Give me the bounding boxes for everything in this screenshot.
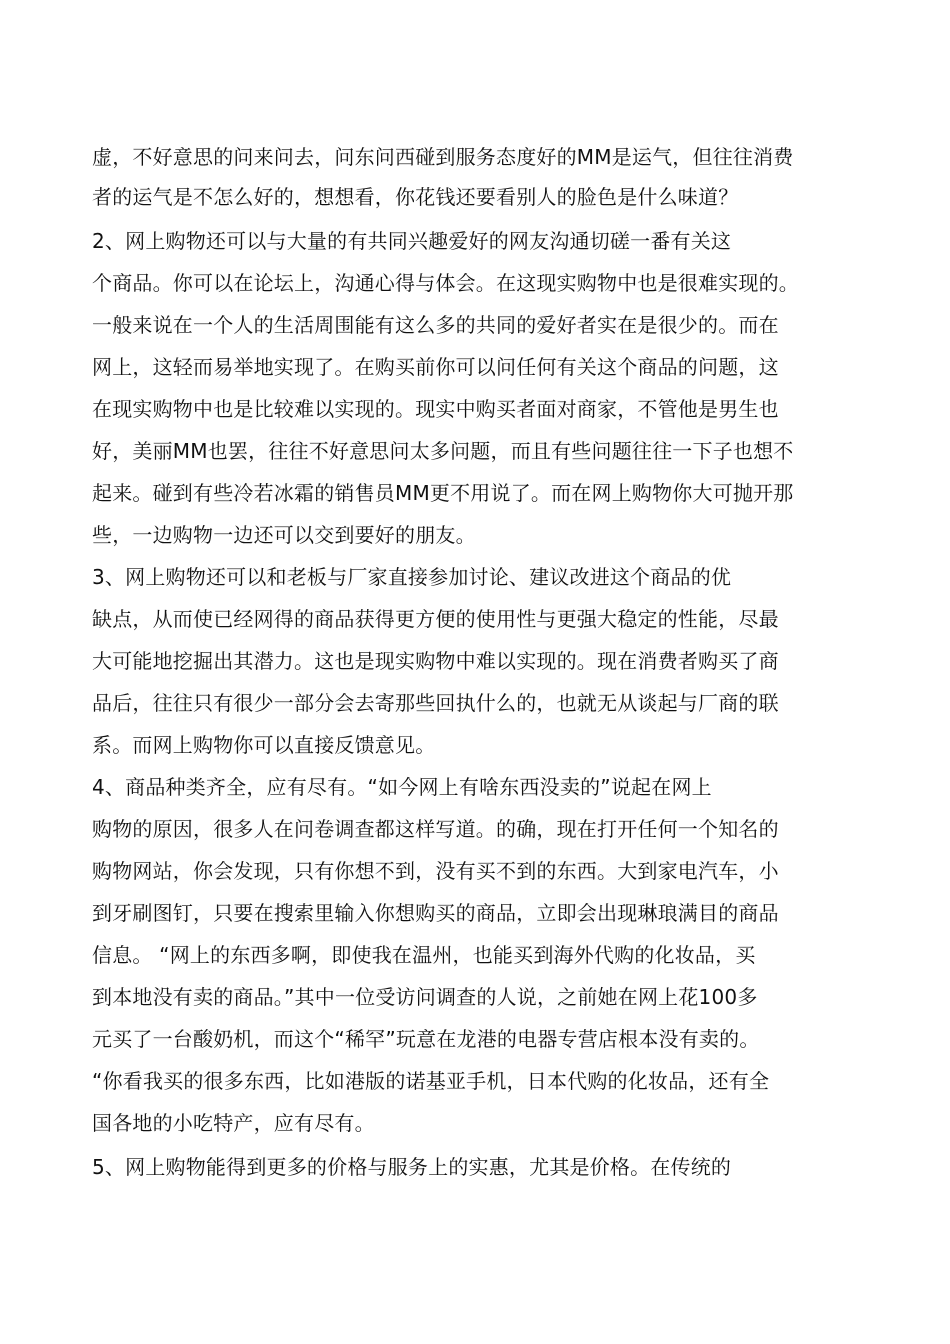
text-line: 国各地的小吃特产，应有尽有。 xyxy=(92,1111,375,1135)
text-line: 购物的原因，很多人在问卷调查都这样写道。的确，现在打开任何一个知名的 xyxy=(92,817,779,841)
text-line: 起来。碰到有些冷若冰霜的销售员MM更不用说了。而在网上购物你大可抛开那 xyxy=(92,481,794,505)
text-line: 到牙刷图钉，只要在搜索里输入你想购买的商品，立即会出现琳琅满目的商品 xyxy=(92,901,779,925)
text-line: 元买了一台酸奶机，而这个“稀罕”玩意在龙港的电器专营店根本没有卖的。 xyxy=(92,1027,760,1051)
text-line: 到本地没有卖的商品。”其中一位受访问调查的人说，之前她在网上花100多 xyxy=(92,985,758,1009)
text-line: 虚，不好意思的问来问去，问东问西碰到服务态度好的MM是运气，但往往消费 xyxy=(92,145,794,169)
text-line: 个商品。你可以在论坛上，沟通心得与体会。在这现实购物中也是很难实现的。 xyxy=(92,271,799,295)
text-line: 一般来说在一个人的生活周围能有这么多的共同的爱好者实在是很少的。而在 xyxy=(92,313,779,337)
text-line: 网上，这轻而易举地实现了。在购买前你可以问任何有关这个商品的问题，这 xyxy=(92,355,779,379)
text-line: 信息。 “网上的东西多啊，即使我在温州，也能买到海外代购的化妆品，买 xyxy=(92,943,756,967)
text-line: “你看我买的很多东西，比如港版的诺基亚手机，日本代购的化妆品，还有全 xyxy=(92,1069,770,1093)
text-line: 5、网上购物能得到更多的价格与服务上的实惠，尤其是价格。在传统的 xyxy=(92,1155,732,1179)
text-line: 好，美丽MM也罢，往往不好意思问太多问题，而且有些问题往往一下子也想不 xyxy=(92,439,794,463)
text-line: 品后，往往只有很少一部分会去寄那些回执什么的，也就无从谈起与厂商的联 xyxy=(92,691,779,715)
text-line: 4、商品种类齐全，应有尽有。“如今网上有啥东西没卖的”说起在网上 xyxy=(92,775,712,799)
text-line: 系。而网上购物你可以直接反馈意见。 xyxy=(92,733,436,757)
text-line: 在现实购物中也是比较难以实现的。现实中购买者面对商家，不管他是男生也 xyxy=(92,397,779,421)
text-line: 些，一边购物一边还可以交到要好的朋友。 xyxy=(92,523,476,547)
text-line: 购物网站，你会发现，只有你想不到，没有买不到的东西。大到家电汽车，小 xyxy=(92,859,779,883)
text-line: 3、网上购物还可以和老板与厂家直接参加讨论、建议改进这个商品的优 xyxy=(92,565,732,589)
text-line: 缺点，从而使已经网得的商品获得更方便的使用性与更强大稳定的性能，尽最 xyxy=(92,607,779,631)
text-line: 大可能地挖掘出其潜力。这也是现实购物中难以实现的。现在消费者购买了商 xyxy=(92,649,779,673)
text-line: 者的运气是不怎么好的，想想看，你花钱还要看别人的脸色是什么味道？ xyxy=(92,185,739,209)
text-line: 2、网上购物还可以与大量的有共同兴趣爱好的网友沟通切磋一番有关这 xyxy=(92,229,732,253)
